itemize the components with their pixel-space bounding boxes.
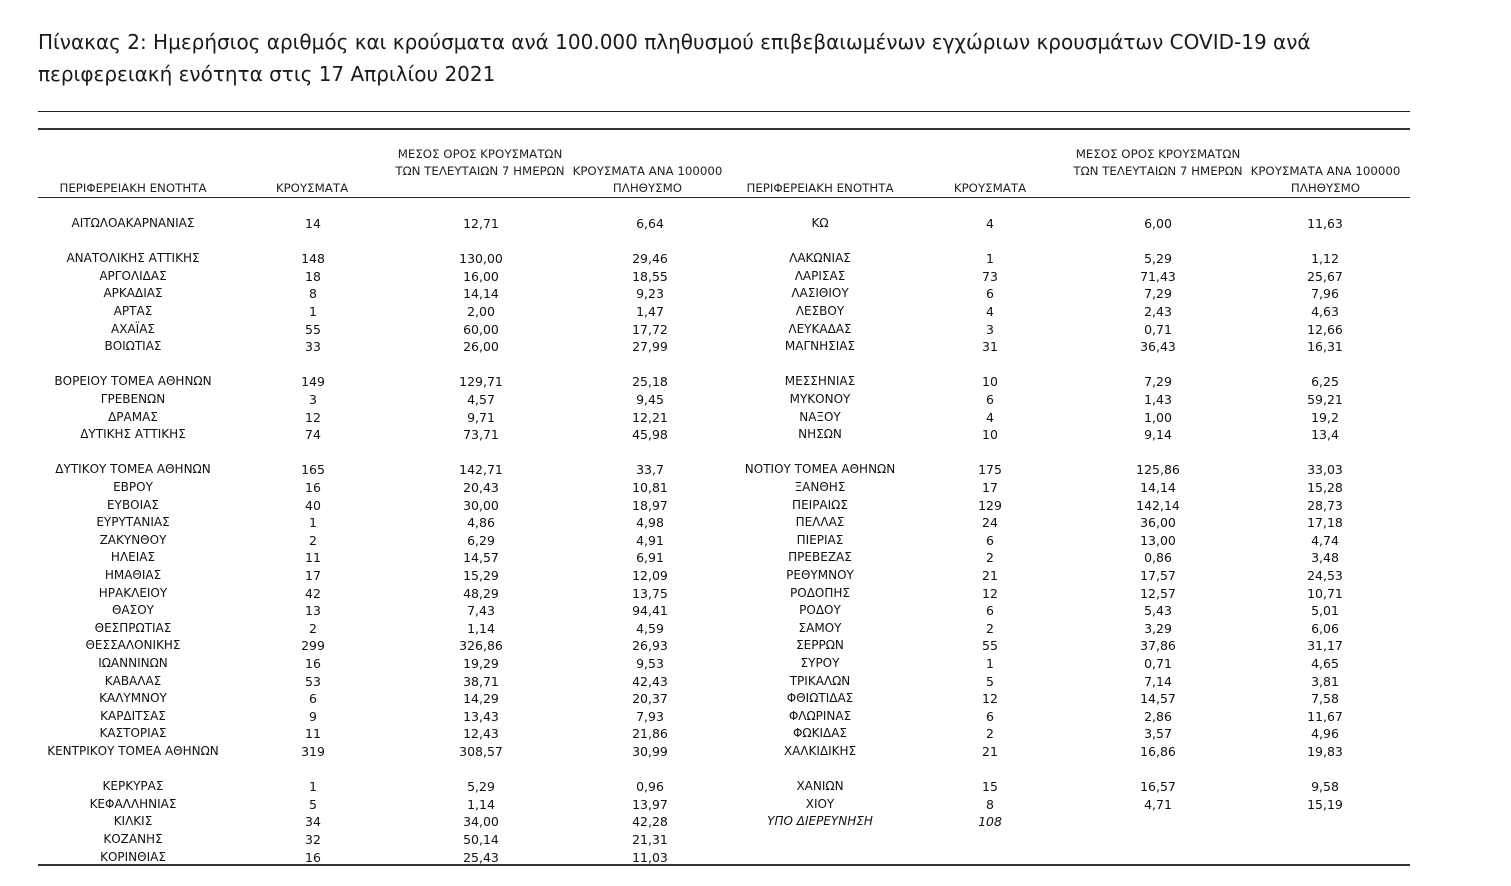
header-top-rule — [38, 128, 1410, 130]
left-avg7-cell: 6,29 — [467, 532, 495, 548]
right-avg7-cell: 12,57 — [1140, 585, 1176, 601]
right-avg7-cell: 5,43 — [1144, 603, 1172, 619]
right-region-cell: ΦΛΩΡΙΝΑΣ — [788, 708, 852, 723]
right-region-cell: ΜΕΣΣΗΝΙΑΣ — [784, 374, 856, 389]
left-cases-cell: 2 — [309, 532, 317, 548]
left-region-cell: ΚΕΦΑΛΛΗΝΙΑΣ — [89, 796, 177, 811]
right-per100k-cell: 11,67 — [1307, 708, 1343, 724]
right-region-cell: ΠΡΕΒΕΖΑΣ — [788, 550, 852, 565]
right-avg7-cell: 2,86 — [1144, 708, 1172, 724]
header-cases-right: ΚΡΟΥΣΜΑΤΑ — [953, 181, 1027, 195]
left-region-cell: ΑΡΤΑΣ — [113, 304, 153, 318]
right-avg7-cell: 1,00 — [1144, 409, 1172, 425]
right-region-cell: ΧΙΟΥ — [805, 796, 835, 811]
left-region-cell: ΚΟΖΑΝΗΣ — [103, 832, 163, 846]
left-region-cell: ΚΙΛΚΙΣ — [113, 814, 153, 829]
right-per100k-cell: 4,63 — [1311, 304, 1339, 319]
left-per100k-cell: 7,93 — [636, 708, 664, 724]
right-cases-cell: 4 — [986, 304, 994, 319]
left-per100k-cell: 6,91 — [636, 550, 664, 566]
right-cases-cell: 108 — [978, 814, 1002, 830]
right-cases-cell: 4 — [986, 409, 994, 425]
header-region-left: ΠΕΡΙΦΕΡΕΙΑΚΗ ΕΝΟΤΗΤΑ — [59, 181, 207, 195]
table-bottom-rule — [38, 864, 1410, 866]
left-cases-cell: 34 — [305, 814, 321, 830]
left-region-cell: ΑΧΑΪΑΣ — [111, 321, 155, 336]
right-per100k-cell: 6,25 — [1311, 374, 1339, 390]
left-per100k-cell: 42,28 — [632, 814, 668, 830]
left-cases-cell: 6 — [309, 691, 317, 707]
right-avg7-cell: 7,29 — [1144, 374, 1172, 390]
left-per100k-cell: 6,64 — [636, 216, 664, 231]
left-cases-cell: 12 — [305, 409, 321, 425]
left-avg7-cell: 308,57 — [459, 744, 503, 759]
left-per100k-cell: 17,72 — [632, 321, 668, 337]
left-region-cell: ΘΑΣΟΥ — [111, 603, 154, 618]
left-cases-cell: 42 — [305, 585, 321, 601]
left-avg7-cell: 2,00 — [467, 304, 495, 319]
right-per100k-cell: 28,73 — [1307, 497, 1343, 513]
left-cases-cell: 32 — [305, 832, 321, 847]
left-region-cell: ΔΥΤΙΚΟΥ ΤΟΜΕΑ ΑΘΗΝΩΝ — [55, 462, 211, 477]
right-per100k-cell: 9,58 — [1311, 779, 1339, 795]
right-region-cell: ΜΥΚΟΝΟΥ — [789, 392, 851, 406]
left-per100k-cell: 26,93 — [632, 638, 668, 654]
left-region-cell: ΘΕΣΠΡΩΤΙΑΣ — [94, 620, 172, 635]
left-avg7-cell: 7,43 — [467, 603, 495, 619]
right-avg7-cell: 16,86 — [1140, 744, 1176, 759]
right-region-cell: ΛΑΣΙΘΙΟΥ — [791, 286, 849, 301]
right-region-cell: ΝΟΤΙΟΥ ΤΟΜΕΑ ΑΘΗΝΩΝ — [744, 462, 896, 477]
left-avg7-cell: 15,29 — [463, 568, 499, 583]
left-avg7-cell: 4,86 — [467, 515, 495, 531]
right-per100k-cell: 3,48 — [1311, 550, 1339, 566]
right-per100k-cell: 4,96 — [1311, 726, 1339, 742]
left-cases-cell: 5 — [309, 796, 317, 812]
left-avg7-cell: 1,14 — [467, 796, 495, 812]
right-region-cell: ΛΕΥΚΑΔΑΣ — [788, 321, 852, 336]
right-per100k-cell: 3,81 — [1311, 673, 1339, 689]
left-per100k-cell: 42,43 — [632, 673, 668, 689]
right-avg7-cell: 0,71 — [1144, 321, 1172, 337]
left-avg7-cell: 48,29 — [463, 585, 499, 601]
right-avg7-cell: 0,71 — [1144, 656, 1172, 671]
right-avg7-cell: 4,71 — [1144, 796, 1172, 812]
right-cases-cell: 2 — [986, 620, 994, 636]
right-avg7-cell: 36,00 — [1140, 515, 1176, 531]
left-per100k-cell: 11,03 — [632, 849, 668, 865]
right-region-cell: ΥΠΟ ΔΙΕΡΕΥΝΗΣΗ — [767, 814, 873, 829]
left-per100k-cell: 30,99 — [632, 744, 668, 759]
right-region-cell: ΠΕΛΛΑΣ — [795, 515, 845, 530]
left-cases-cell: 13 — [305, 603, 321, 619]
right-region-cell: ΡΟΔΟΠΗΣ — [790, 585, 850, 600]
left-per100k-cell: 9,53 — [636, 656, 664, 671]
right-per100k-cell: 1,12 — [1311, 251, 1339, 267]
left-avg7-cell: 9,71 — [467, 409, 495, 425]
left-per100k-cell: 94,41 — [632, 603, 668, 619]
left-region-cell: ΚΟΡΙΝΘΙΑΣ — [100, 849, 166, 864]
left-region-cell: ΚΑΡΔΙΤΣΑΣ — [100, 708, 166, 723]
right-cases-cell: 175 — [978, 462, 1002, 478]
left-region-cell: ΓΡΕΒΕΝΩΝ — [100, 392, 166, 406]
left-per100k-cell: 29,46 — [632, 251, 668, 267]
left-per100k-cell: 18,55 — [632, 268, 668, 284]
left-cases-cell: 9 — [309, 708, 317, 724]
left-cases-cell: 18 — [305, 268, 321, 284]
left-cases-cell: 16 — [305, 849, 321, 865]
left-per100k-cell: 12,09 — [632, 568, 668, 583]
left-avg7-cell: 73,71 — [463, 427, 499, 443]
right-cases-cell: 1 — [986, 251, 994, 267]
right-region-cell: ΦΘΙΩΤΙΔΑΣ — [786, 691, 854, 706]
right-region-cell: ΤΡΙΚΑΛΩΝ — [789, 673, 851, 688]
left-region-cell: ΙΩΑΝΝΙΝΩΝ — [98, 656, 168, 670]
right-avg7-cell: 13,00 — [1140, 532, 1176, 548]
left-region-cell: ΑΙΤΩΛΟΑΚΑΡΝΑΝΙΑΣ — [71, 216, 195, 230]
header-avg7-right: ΜΕΣΟΣ ΟΡΟΣ ΚΡΟΥΣΜΑΤΩΝ ΤΩΝ ΤΕΛΕΥΤΑΙΩΝ 7 ΗΜΕΡΩΝ — [1073, 147, 1243, 178]
right-avg7-cell: 0,86 — [1144, 550, 1172, 566]
left-avg7-cell: 26,00 — [463, 339, 499, 355]
left-avg7-cell: 50,14 — [463, 832, 499, 847]
right-cases-cell: 2 — [986, 726, 994, 742]
right-avg7-cell: 37,86 — [1140, 638, 1176, 654]
right-per100k-cell: 24,53 — [1307, 568, 1343, 583]
right-region-cell: ΠΕΙΡΑΙΩΣ — [792, 497, 848, 512]
right-cases-cell: 8 — [986, 796, 994, 812]
left-cases-cell: 148 — [301, 251, 325, 267]
right-cases-cell: 12 — [982, 585, 998, 601]
left-cases-cell: 149 — [301, 374, 325, 390]
header-per100k-right: ΚΡΟΥΣΜΑΤΑ ΑΝΑ 100000 ΠΛΗΘΥΣΜΟ — [1250, 164, 1401, 195]
right-per100k-cell: 13,4 — [1311, 427, 1339, 443]
right-region-cell: ΣΥΡΟΥ — [800, 656, 840, 670]
right-per100k-cell: 5,01 — [1311, 603, 1339, 619]
right-avg7-cell: 125,86 — [1136, 462, 1180, 478]
left-region-cell: ΖΑΚΥΝΘΟΥ — [99, 532, 167, 547]
right-cases-cell: 21 — [982, 568, 998, 583]
right-cases-cell: 6 — [986, 708, 994, 724]
left-region-cell: ΒΟΙΩΤΙΑΣ — [104, 339, 162, 354]
left-avg7-cell: 129,71 — [459, 374, 503, 390]
right-region-cell: ΚΩ — [811, 216, 829, 230]
right-region-cell: ΠΙΕΡΙΑΣ — [796, 532, 844, 547]
left-region-cell: ΘΕΣΣΑΛΟΝΙΚΗΣ — [85, 638, 181, 653]
right-region-cell: ΜΑΓΝΗΣΙΑΣ — [784, 339, 856, 354]
page-title: Πίνακας 2: Ημερήσιος αριθμός και κρούσματα ανά 100.000 πληθυσμού επιβεβαιωμένων εγχώριων κρουσμάτων COVID-19 ανά περιφερειακή ενότητα στις 17 Απριλίου 2021 — [38, 30, 1311, 86]
left-cases-cell: 55 — [305, 321, 321, 337]
left-per100k-cell: 21,31 — [632, 832, 668, 847]
left-avg7-cell: 25,43 — [463, 849, 499, 865]
right-per100k-cell: 12,66 — [1307, 321, 1343, 337]
left-cases-cell: 3 — [309, 392, 317, 407]
left-region-cell: ΗΡΑΚΛΕΙΟΥ — [98, 585, 168, 600]
left-region-cell: ΕΥΡΥΤΑΝΙΑΣ — [96, 515, 170, 530]
right-cases-cell: 6 — [986, 392, 994, 407]
left-region-cell: ΕΒΡΟΥ — [113, 480, 153, 494]
left-region-cell: ΑΝΑΤΟΛΙΚΗΣ ΑΤΤΙΚΗΣ — [66, 251, 200, 266]
right-cases-cell: 73 — [982, 268, 998, 284]
header-bottom-rule — [38, 197, 1410, 198]
right-avg7-cell: 2,43 — [1144, 304, 1172, 319]
right-avg7-cell: 3,29 — [1144, 620, 1172, 636]
right-region-cell: ΧΑΝΙΩΝ — [796, 779, 844, 794]
left-avg7-cell: 19,29 — [463, 656, 499, 671]
right-cases-cell: 15 — [982, 779, 998, 795]
left-per100k-cell: 1,47 — [636, 304, 664, 319]
left-avg7-cell: 12,43 — [463, 726, 499, 742]
left-avg7-cell: 142,71 — [459, 462, 503, 478]
left-avg7-cell: 30,00 — [463, 497, 499, 513]
left-per100k-cell: 10,81 — [632, 480, 668, 495]
right-region-cell: ΝΗΣΩΝ — [798, 427, 842, 442]
right-per100k-cell: 15,28 — [1307, 480, 1343, 495]
right-cases-cell: 3 — [986, 321, 994, 337]
left-cases-cell: 319 — [301, 744, 325, 759]
header-cases-left: ΚΡΟΥΣΜΑΤΑ — [275, 181, 349, 195]
left-avg7-cell: 13,43 — [463, 708, 499, 724]
right-cases-cell: 2 — [986, 550, 994, 566]
left-cases-cell: 74 — [305, 427, 321, 443]
right-avg7-cell: 5,29 — [1144, 251, 1172, 267]
left-avg7-cell: 38,71 — [463, 673, 499, 689]
left-avg7-cell: 12,71 — [463, 216, 499, 231]
left-cases-cell: 17 — [305, 568, 321, 583]
right-cases-cell: 6 — [986, 603, 994, 619]
left-region-cell: ΚΕΡΚΥΡΑΣ — [102, 779, 164, 794]
right-avg7-cell: 14,14 — [1140, 480, 1176, 495]
header-avg7-left: ΜΕΣΟΣ ΟΡΟΣ ΚΡΟΥΣΜΑΤΩΝ ΤΩΝ ΤΕΛΕΥΤΑΙΩΝ 7 ΗΜΕΡΩΝ — [395, 147, 565, 178]
right-region-cell: ΞΑΝΘΗΣ — [794, 480, 846, 494]
left-per100k-cell: 4,59 — [636, 620, 664, 636]
left-avg7-cell: 16,00 — [463, 268, 499, 284]
right-per100k-cell: 15,19 — [1307, 796, 1343, 812]
right-per100k-cell: 6,06 — [1311, 620, 1339, 636]
right-region-cell: ΛΑΚΩΝΙΑΣ — [789, 251, 851, 266]
left-per100k-cell: 13,75 — [632, 585, 668, 601]
left-avg7-cell: 20,43 — [463, 480, 499, 495]
right-per100k-cell: 16,31 — [1307, 339, 1343, 355]
left-avg7-cell: 1,14 — [467, 620, 495, 636]
right-per100k-cell: 7,58 — [1311, 691, 1339, 707]
left-avg7-cell: 34,00 — [463, 814, 499, 830]
left-avg7-cell: 5,29 — [467, 779, 495, 795]
right-avg7-cell: 17,57 — [1140, 568, 1176, 583]
left-cases-cell: 1 — [309, 779, 317, 795]
left-avg7-cell: 130,00 — [459, 251, 503, 267]
left-region-cell: ΚΑΣΤΟΡΙΑΣ — [99, 726, 167, 741]
left-avg7-cell: 60,00 — [463, 321, 499, 337]
left-cases-cell: 2 — [309, 620, 317, 636]
right-per100k-cell: 19,2 — [1311, 409, 1339, 425]
left-per100k-cell: 12,21 — [632, 409, 668, 425]
right-avg7-cell: 7,29 — [1144, 286, 1172, 302]
left-avg7-cell: 326,86 — [459, 638, 503, 654]
left-per100k-cell: 18,97 — [632, 497, 668, 513]
right-per100k-cell: 25,67 — [1307, 268, 1343, 284]
right-region-cell: ΧΑΛΚΙΔΙΚΗΣ — [783, 744, 857, 758]
left-region-cell: ΑΡΓΟΛΙΔΑΣ — [99, 268, 167, 283]
left-region-cell: ΔΥΤΙΚΗΣ ΑΤΤΙΚΗΣ — [80, 427, 186, 442]
left-region-cell: ΚΑΒΑΛΑΣ — [104, 673, 162, 688]
right-cases-cell: 55 — [982, 638, 998, 654]
left-avg7-cell: 14,57 — [463, 550, 499, 566]
left-per100k-cell: 4,98 — [636, 515, 664, 531]
left-per100k-cell: 9,45 — [636, 392, 664, 407]
right-avg7-cell: 6,00 — [1144, 216, 1172, 231]
left-cases-cell: 16 — [305, 480, 321, 495]
left-per100k-cell: 33,7 — [636, 462, 664, 478]
right-avg7-cell: 7,14 — [1144, 673, 1172, 689]
left-region-cell: ΒΟΡΕΙΟΥ ΤΟΜΕΑ ΑΘΗΝΩΝ — [54, 374, 212, 389]
left-cases-cell: 1 — [309, 515, 317, 531]
left-per100k-cell: 45,98 — [632, 427, 668, 443]
right-avg7-cell: 14,57 — [1140, 691, 1176, 707]
left-cases-cell: 11 — [305, 726, 321, 742]
right-cases-cell: 129 — [978, 497, 1002, 513]
left-per100k-cell: 13,97 — [632, 796, 668, 812]
left-region-cell: ΗΛΕΙΑΣ — [110, 550, 156, 565]
right-cases-cell: 12 — [982, 691, 998, 707]
right-per100k-cell: 10,71 — [1307, 585, 1343, 601]
right-avg7-cell: 142,14 — [1136, 497, 1180, 513]
right-cases-cell: 10 — [982, 374, 998, 390]
right-region-cell: ΦΩΚΙΔΑΣ — [792, 726, 848, 741]
right-per100k-cell: 4,74 — [1311, 532, 1339, 548]
top-rule — [38, 111, 1410, 112]
right-cases-cell: 31 — [982, 339, 998, 355]
left-cases-cell: 40 — [305, 497, 321, 513]
left-cases-cell: 1 — [309, 304, 317, 319]
right-per100k-cell: 19,83 — [1307, 744, 1343, 759]
right-avg7-cell: 71,43 — [1140, 268, 1176, 284]
left-region-cell: ΔΡΑΜΑΣ — [108, 409, 158, 424]
left-per100k-cell: 9,23 — [636, 286, 664, 302]
right-per100k-cell: 4,65 — [1311, 656, 1339, 671]
left-cases-cell: 53 — [305, 673, 321, 689]
left-avg7-cell: 14,29 — [463, 691, 499, 707]
right-region-cell: ΝΑΞΟΥ — [799, 409, 841, 424]
right-avg7-cell: 1,43 — [1144, 392, 1172, 407]
right-region-cell: ΣΕΡΡΩΝ — [796, 638, 844, 653]
left-cases-cell: 33 — [305, 339, 321, 355]
right-per100k-cell: 33,03 — [1307, 462, 1343, 478]
left-region-cell: ΑΡΚΑΔΙΑΣ — [103, 286, 163, 301]
right-avg7-cell: 16,57 — [1140, 779, 1176, 795]
right-region-cell: ΛΑΡΙΣΑΣ — [794, 268, 846, 283]
right-cases-cell: 4 — [986, 216, 994, 231]
left-region-cell: ΚΕΝΤΡΙΚΟΥ ΤΟΜΕΑ ΑΘΗΝΩΝ — [47, 744, 219, 758]
left-per100k-cell: 21,86 — [632, 726, 668, 742]
left-cases-cell: 16 — [305, 656, 321, 671]
right-per100k-cell: 11,63 — [1307, 216, 1343, 231]
right-per100k-cell: 31,17 — [1307, 638, 1343, 654]
left-cases-cell: 165 — [301, 462, 325, 478]
left-avg7-cell: 4,57 — [467, 392, 495, 407]
left-cases-cell: 14 — [305, 216, 321, 231]
left-cases-cell: 11 — [305, 550, 321, 566]
right-cases-cell: 6 — [986, 286, 994, 302]
right-region-cell: ΡΕΘΥΜΝΟΥ — [786, 568, 854, 582]
right-avg7-cell: 36,43 — [1140, 339, 1176, 355]
left-per100k-cell: 25,18 — [632, 374, 668, 390]
header-per100k-left: ΚΡΟΥΣΜΑΤΑ ΑΝΑ 100000 ΠΛΗΘΥΣΜΟ — [572, 164, 723, 195]
right-cases-cell: 10 — [982, 427, 998, 443]
right-region-cell: ΛΕΣΒΟΥ — [795, 304, 845, 318]
right-cases-cell: 24 — [982, 515, 998, 531]
right-per100k-cell: 59,21 — [1307, 392, 1343, 407]
left-avg7-cell: 14,14 — [463, 286, 499, 302]
left-region-cell: ΗΜΑΘΙΑΣ — [104, 568, 162, 582]
left-region-cell: ΕΥΒΟΙΑΣ — [107, 497, 159, 512]
right-cases-cell: 1 — [986, 656, 994, 671]
left-per100k-cell: 27,99 — [632, 339, 668, 355]
right-cases-cell: 21 — [982, 744, 998, 759]
left-per100k-cell: 4,91 — [636, 532, 664, 548]
left-region-cell: ΚΑΛΥΜΝΟΥ — [99, 691, 167, 706]
right-region-cell: ΡΟΔΟΥ — [799, 603, 841, 618]
right-cases-cell: 17 — [982, 480, 998, 495]
right-per100k-cell: 17,18 — [1307, 515, 1343, 531]
right-region-cell: ΣΑΜΟΥ — [798, 620, 842, 635]
right-cases-cell: 6 — [986, 532, 994, 548]
right-avg7-cell: 9,14 — [1144, 427, 1172, 443]
left-cases-cell: 299 — [301, 638, 325, 654]
left-cases-cell: 8 — [309, 286, 317, 302]
right-cases-cell: 5 — [986, 673, 994, 689]
left-per100k-cell: 0,96 — [636, 779, 664, 795]
right-per100k-cell: 7,96 — [1311, 286, 1339, 302]
right-avg7-cell: 3,57 — [1144, 726, 1172, 742]
left-per100k-cell: 20,37 — [632, 691, 668, 707]
header-region-right: ΠΕΡΙΦΕΡΕΙΑΚΗ ΕΝΟΤΗΤΑ — [746, 181, 894, 195]
